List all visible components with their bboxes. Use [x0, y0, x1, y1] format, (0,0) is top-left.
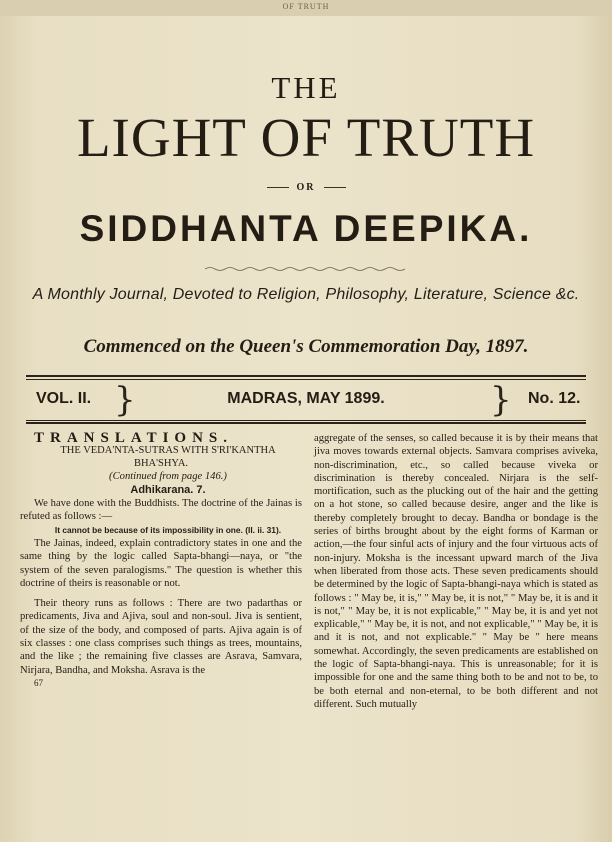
issue-number: No. 12. [528, 390, 581, 407]
dash-right [324, 187, 346, 188]
masthead-the: THE [271, 70, 341, 105]
brace-left: } [114, 380, 136, 420]
rule [26, 420, 586, 421]
brace-right: } [490, 380, 512, 420]
dash-left [267, 187, 289, 188]
right-column [314, 432, 598, 711]
paragraph: We have done with the Buddhists. The doctrine of the Jainas is refuted as follows :— [20, 498, 302, 523]
place-date: MADRAS, MAY 1899. [227, 390, 385, 407]
left-column [20, 432, 302, 690]
section-heading: TRANSLATIONS. [34, 430, 234, 446]
masthead-or [0, 182, 612, 193]
ornament-divider [205, 266, 405, 272]
paragraph-continued: aggregate of the senses, so called because it is by their means that jiva moves towards external objects. Samvara comprises aviveka, non-discrimination, etc., so called because viveka or discrimination is thereby concealed. Nirjara is the self-mortification, such as the plucking out of the hair and the getting on a hot stone, so called because desire, anger and the like is thereby completely brought to decay. Bandha or bondage is the series of births brought about by the eight forms of Karman or action,—the four sinful acts of injury and the four virtuous acts of non-injury. Moksha is the incessant upward march of the Jiva when liberated from those acts. These seven predicaments should be determined by the logic of Sapta-bhangi-naya which is stated as follows : " May be, it is," " May be, it is not," " May be, it is and it is not," " May be, it is not explicable," " May be, it is and yet not explicable," " May be, it is not, and not explicable," " May be, it is and it is not, and not explicable." " May be " here means somewhat. Accordingly, the seven predicaments are established on the logic of Sapta-bhangi-naya. This is unreasonable; for it is impossible for one and the same thing both to be and not to be, to be both eternal and non-eternal, to be both different and not different. Such mutually [314, 433, 598, 710]
or-text: OR [296, 182, 316, 193]
rule [26, 375, 586, 377]
paragraph: The Jainas, indeed, explain contradictory states in one and the same thing by the logic called Sapta-bhangi—naya, or "the system of the seven paralogisms." The question is whether this doctrine of theirs is reasonable or not. [20, 537, 302, 589]
commencement-line: Commenced on the Queen's Commemoration Day, 1897. [83, 336, 529, 357]
article-title: THE VEDA'NTA-SUTRAS WITH S'RI'KANTHA BHA'SHYA. [60, 445, 276, 469]
volume-label: VOL. II. [36, 390, 92, 407]
masthead-title: LIGHT OF TRUTH [76, 107, 536, 168]
paragraph: Their theory runs as follows : There are two padarthas or predicaments, Jiva and Ajiva, soul and non-soul. Jiva is sentient, of the size of the body, and composed of parts. Ajiva again is of six classes : one class comprises such things as trees, mountains, and the like ; the remaining five classes are Asrava, Samvara, Nirjara, Bandha, and Moksha. Asrava is the [20, 598, 302, 676]
sutra-line: It cannot be because of its impossibility in one. (II. ii. 31). [54, 524, 282, 535]
adhikarana-heading: Adhikarana. 7. [130, 483, 206, 496]
edge-text: OF TRUTH [282, 2, 330, 11]
previous-page-edge [0, 0, 612, 16]
continued-note: (Continued from page 146.) [109, 471, 227, 483]
rule [26, 422, 586, 424]
journal-description: A Monthly Journal, Devoted to Religion, Philosophy, Literature, Science &c. [32, 286, 580, 303]
masthead-subtitle: SIDDHANTA DEEPIKA. [79, 208, 533, 249]
page-number: 67 [34, 677, 43, 688]
